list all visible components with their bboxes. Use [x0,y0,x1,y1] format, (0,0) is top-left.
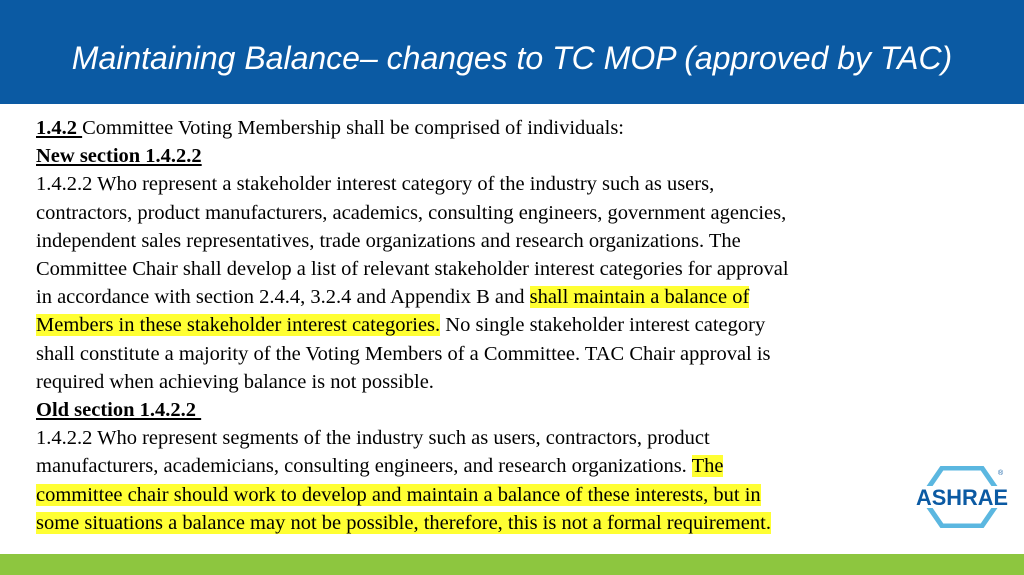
plain-text: manufacturers, academicians, consulting engineers, and research organizations. [36,455,692,478]
old-section-line [36,509,916,537]
footer-bar [0,554,1024,575]
slide-body [36,114,916,537]
highlighted-text: Members in these stakeholder interest categories. [36,314,441,337]
new-section-line [36,283,916,311]
old-section-line [36,481,916,509]
plain-text: No single stakeholder interest category [440,314,766,337]
title-banner [0,0,1024,104]
highlighted-text: committee chair should work to develop and maintain a balance of these interests, but in [36,483,761,506]
slide-title: Maintaining Balance– changes to TC MOP (approved by TAC) [71,40,953,76]
new-section-line: contractors, product manufacturers, academics, consulting engineers, government agencies, [36,201,787,224]
new-section-line: Committee Chair shall develop a list of relevant stakeholder interest categories for approval [36,258,789,281]
registered-mark: ® [998,470,1004,477]
highlighted-text: The [691,455,724,478]
new-section-line: shall constitute a majority of the Voting Members of a Committee. TAC Chair approval is [36,342,771,365]
plain-text: in accordance with section 2.4.4, 3.2.4 and Appendix B and [36,286,530,309]
ashrae-logo [912,466,1012,528]
section-intro-line [36,114,916,142]
new-section-line: independent sales representatives, trade organizations and research organizations. The [36,229,741,252]
new-section-line: required when achieving balance is not possible. [36,370,434,393]
new-section-heading: New section 1.4.2.2 [36,145,202,168]
old-section-line: 1.4.2.2 Who represent segments of the industry such as users, contractors, product [36,427,710,450]
old-section-line [36,452,916,480]
highlighted-text: shall maintain a balance of [529,286,750,309]
section-number: 1.4.2 [36,117,83,139]
new-section-line [36,311,916,339]
old-section-heading: Old section 1.4.2.2 [36,399,202,422]
logo-wordmark: ASHRAE [916,485,1008,510]
highlighted-text: some situations a balance may not be possible, therefore, this is not a formal requirement. [36,511,771,534]
new-section-line: 1.4.2.2 Who represent a stakeholder interest category of the industry such as users, [36,173,715,196]
section-intro-text: Committee Voting Membership shall be comprised of individuals: [82,117,624,139]
